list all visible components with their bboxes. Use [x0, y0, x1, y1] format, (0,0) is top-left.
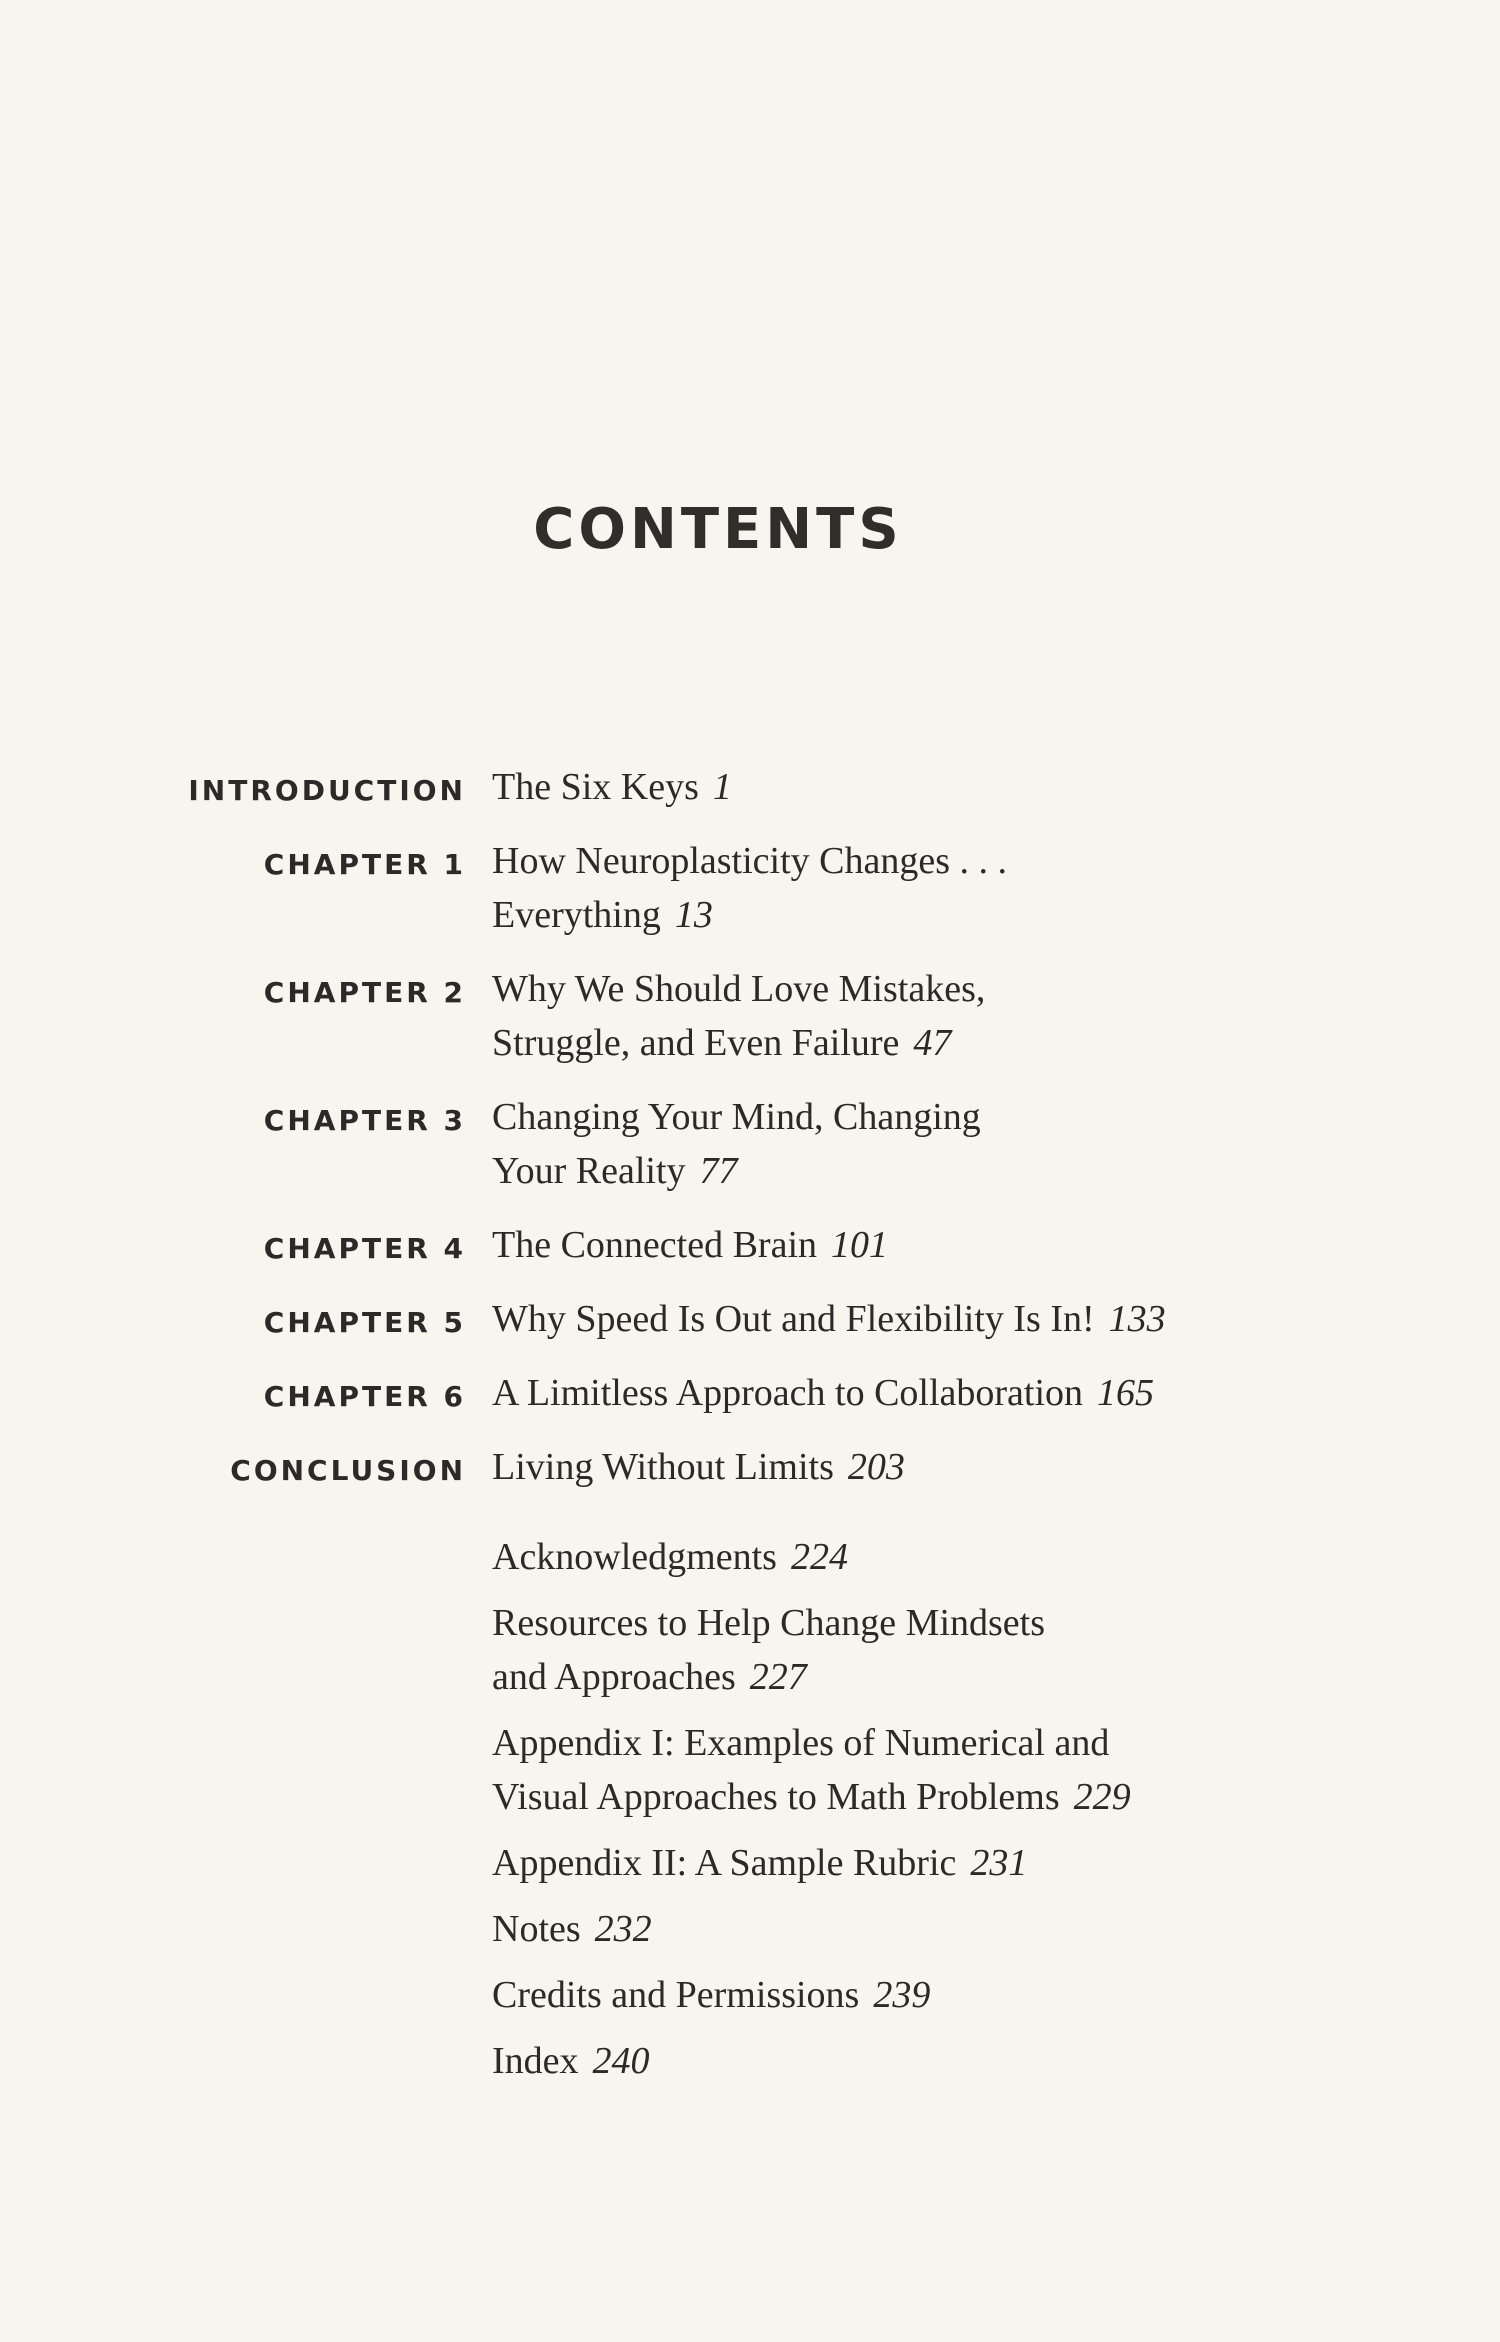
toc-entry-title [492, 1090, 1252, 1198]
toc-entry-title [492, 1218, 1252, 1272]
toc-entry-chapter-6[interactable] [0, 1366, 1500, 1420]
toc-entry-credits[interactable] [0, 1968, 1500, 2022]
toc-title-line: Living Without Limits [492, 1446, 834, 1488]
toc-title-line: Index [492, 2040, 579, 2082]
page-title: CONTENTS [533, 497, 903, 562]
toc-entry-title [492, 2034, 1252, 2088]
toc-title-line: A Limitless Approach to Collaboration [492, 1372, 1084, 1414]
toc-page-number: 1 [712, 766, 732, 808]
toc-page-number: 227 [749, 1656, 807, 1698]
toc-entry-resources[interactable] [0, 1596, 1500, 1704]
toc-page-number: 133 [1108, 1298, 1166, 1340]
toc-title-line: Resources to Help Change Mindsets [492, 1602, 1046, 1644]
toc-entry-title [492, 760, 1252, 814]
toc-page-number: 232 [594, 1908, 652, 1950]
toc-page-number: 239 [873, 1974, 931, 2016]
toc-entry-title [492, 1596, 1252, 1704]
toc-entry-conclusion[interactable] [0, 1440, 1500, 1494]
toc-title-line: Appendix I: Examples of Numerical and [492, 1722, 1110, 1764]
toc-entry-title [492, 1836, 1252, 1890]
toc-title-line: Changing Your Mind, Changing [492, 1096, 981, 1138]
table-of-contents [0, 760, 1500, 2100]
toc-title-line: Credits and Permissions [492, 1974, 860, 2016]
toc-title-line: How Neuroplasticity Changes . . . [492, 840, 1008, 882]
toc-entry-introduction[interactable] [0, 760, 1500, 814]
toc-page-number: 13 [674, 894, 713, 936]
toc-entry-title [492, 1366, 1252, 1420]
toc-entry-title [492, 1902, 1252, 1956]
toc-entry-chapter-1[interactable] [0, 834, 1500, 942]
toc-entry-chapter-4[interactable] [0, 1218, 1500, 1272]
toc-entry-title [492, 834, 1252, 942]
toc-page-number: 165 [1097, 1372, 1155, 1414]
toc-entry-title [492, 1440, 1252, 1494]
toc-entry-title [492, 1530, 1252, 1584]
toc-title-line: and Approaches [492, 1656, 736, 1698]
toc-label: CONCLUSION [230, 1454, 466, 1487]
toc-page-number: 77 [699, 1150, 738, 1192]
toc-page-number: 47 [913, 1022, 952, 1064]
toc-title-line: Why We Should Love Mistakes, [492, 968, 986, 1010]
toc-page-number: 231 [970, 1842, 1028, 1884]
toc-entry-notes[interactable] [0, 1902, 1500, 1956]
toc-title-line: Visual Approaches to Math Problems [492, 1776, 1060, 1818]
toc-label: CHAPTER 5 [263, 1306, 466, 1339]
toc-entry-chapter-2[interactable] [0, 962, 1500, 1070]
toc-page-number: 240 [592, 2040, 650, 2082]
toc-label: CHAPTER 6 [263, 1380, 466, 1413]
toc-label: CHAPTER 4 [263, 1232, 466, 1265]
toc-title-line: Acknowledgments [492, 1536, 777, 1578]
toc-entry-title [492, 1716, 1252, 1824]
toc-title-line: Everything [492, 894, 661, 936]
toc-page-number: 101 [831, 1224, 889, 1266]
toc-entry-index[interactable] [0, 2034, 1500, 2088]
toc-entry-chapter-5[interactable] [0, 1292, 1500, 1346]
toc-title-line: Why Speed Is Out and Flexibility Is In! [492, 1298, 1095, 1340]
toc-title-line: The Connected Brain [492, 1224, 818, 1266]
toc-entry-title [492, 1292, 1252, 1346]
toc-entry-appendix-2[interactable] [0, 1836, 1500, 1890]
toc-entry-title [492, 962, 1252, 1070]
toc-title-line: Your Reality [492, 1150, 686, 1192]
toc-title-line: The Six Keys [492, 766, 699, 808]
toc-title-line: Notes [492, 1908, 581, 1950]
toc-entry-acknowledgments[interactable] [0, 1530, 1500, 1584]
toc-label: INTRODUCTION [188, 774, 466, 807]
toc-entry-chapter-3[interactable] [0, 1090, 1500, 1198]
toc-page-number: 203 [847, 1446, 905, 1488]
toc-label: CHAPTER 2 [263, 976, 466, 1009]
toc-page-number: 229 [1073, 1776, 1131, 1818]
toc-label: CHAPTER 1 [263, 848, 466, 881]
toc-title-line: Appendix II: A Sample Rubric [492, 1842, 957, 1884]
toc-page-number: 224 [790, 1536, 848, 1578]
toc-label: CHAPTER 3 [263, 1104, 466, 1137]
toc-title-line: Struggle, and Even Failure [492, 1022, 900, 1064]
toc-entry-title [492, 1968, 1252, 2022]
toc-entry-appendix-1[interactable] [0, 1716, 1500, 1824]
